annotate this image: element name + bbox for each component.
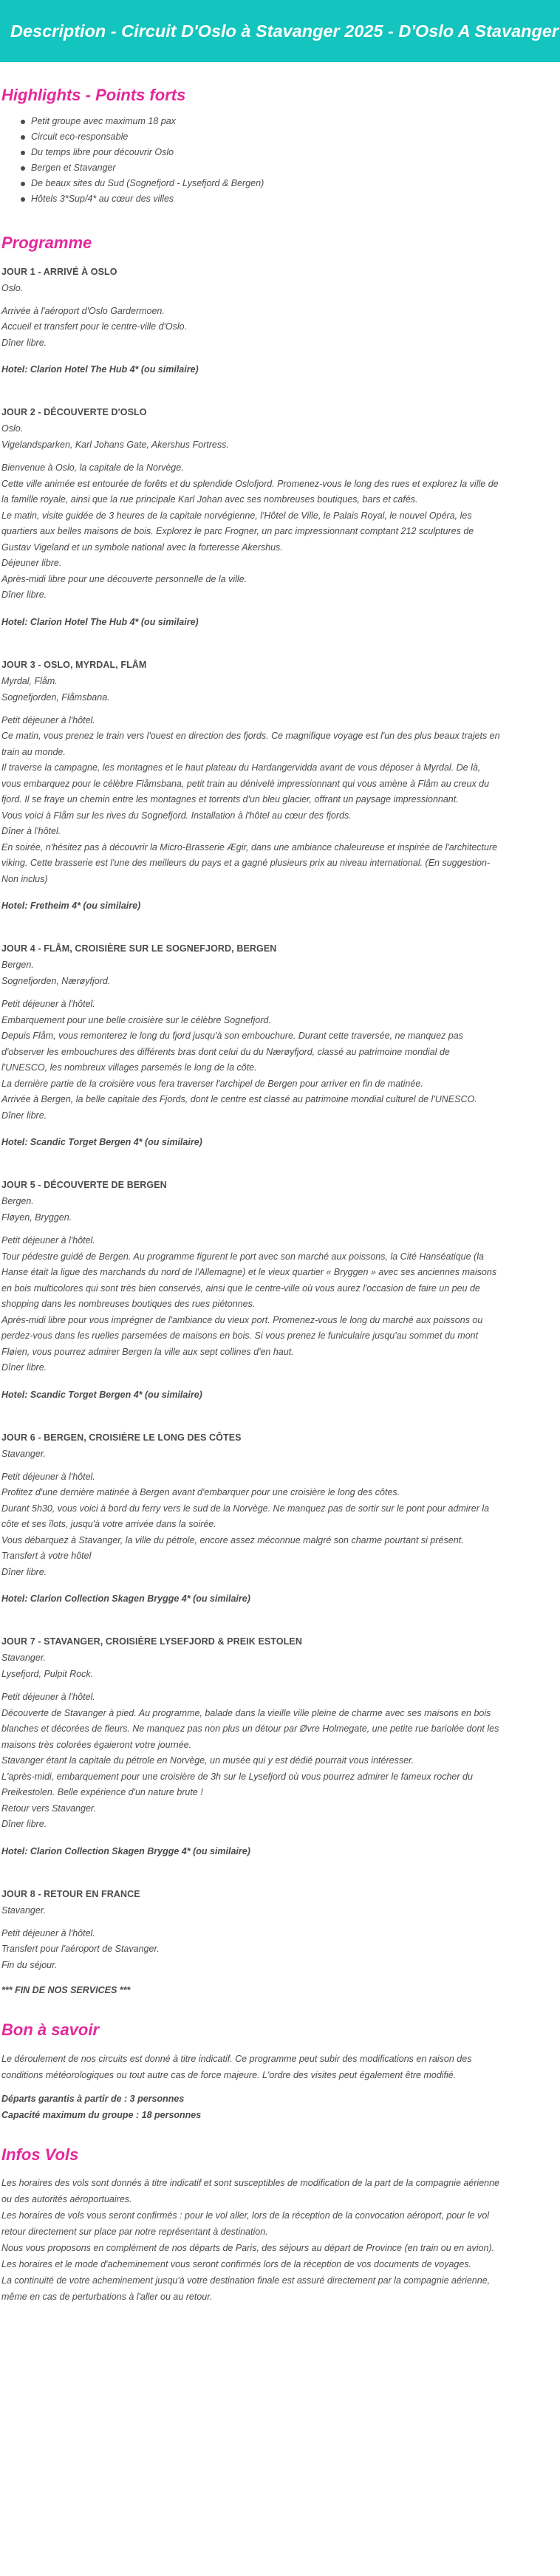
day-places [1, 1193, 554, 1226]
day-places [1, 1902, 554, 1919]
day-hotel: Hotel: Clarion Collection Skagen Brygge 4* (ou similaire) [1, 1845, 250, 1856]
list-item: Du temps libre pour découvrir Oslo [21, 145, 554, 160]
day-hotel: Hotel: Clarion Hotel The Hub 4* (ou similaire) [1, 616, 199, 627]
text-line: même en cas de perturbations à l'aller ou au retour. [1, 2292, 213, 2303]
programme-days [1, 264, 554, 1974]
description-line: Vous voici à Flåm sur les rives du Sognefjord. Installation à l'hôtel au cœur des fjords. [1, 810, 352, 821]
place-line: Fløyen, Bryggen. [1, 1212, 72, 1223]
day-spacer [1, 1607, 554, 1633]
description-line: Fin du séjour. [1, 1959, 58, 1970]
day-spacer [1, 1403, 554, 1429]
programme-heading: Programme [1, 233, 92, 253]
day-title: JOUR 3 - OSLO, MYRDAL, FLÅM [1, 659, 147, 670]
capacite-maximum: Capacité maximum du groupe : 18 personnes [1, 2109, 202, 2120]
infos-vols-text [1, 2175, 554, 2305]
description-line: en bois multicolores qui sont très bien conservés, ainsi que le centre-ville où vous aurez l'occasion de faire un peu de [1, 1282, 480, 1294]
place-line: Myrdal, Flåm. [1, 675, 58, 686]
day-description [1, 1690, 554, 1833]
day-block [1, 404, 554, 630]
description-line: Fløien, vous pourrez admirer Bergen la ville aux sept collines d'en haut. [1, 1346, 294, 1357]
description-line: Tour pédestre guidé de Bergen. Au programme figurent le port avec son marché aux poissons, la Cité Hanséatique (la [1, 1251, 484, 1262]
text-line: retour directement sur place par notre représentant à destination. [1, 2227, 268, 2238]
description-line: Ce matin, vous prenez le train vers l'ouest en direction des fjords. Ce magnifique voyage est l'un des plus beaux trajets en [1, 731, 500, 742]
day-spacer [1, 1859, 554, 1886]
description-line: viking. Cette brasserie est l'une des meilleurs du pays et a gagné plusieurs prix au niveau international. (En suggestion- [1, 858, 491, 869]
day-title: JOUR 5 - DÉCOUVERTE DE BERGEN [1, 1180, 167, 1191]
day-title: JOUR 8 - RETOUR EN FRANCE [1, 1888, 140, 1899]
day-block [1, 1429, 554, 1608]
text-line: Les horaires de vols vous seront confirmés : pour le vol aller, lors de la réception de la convocation aéroport, pour le vol [1, 2210, 490, 2221]
description-line: Gustav Vigeland et un symbole national avec la forteresse Akershus. [1, 541, 283, 553]
day-places [1, 673, 554, 706]
description-line: Petit déjeuner à l'hôtel. [1, 1471, 95, 1482]
description-line: l'UNESCO, les nombreux villages parsemés le long de la côte. [1, 1062, 257, 1073]
description-line: Petit déjeuner à l'hôtel. [1, 1927, 95, 1938]
content [0, 86, 560, 2305]
day-block [1, 1886, 554, 1974]
day-places [1, 1446, 554, 1462]
description-line: L'après-midi, embarquement pour une croisière de 3h sur le Lysefjord où vous pourrez admirer le fameux rocher du [1, 1771, 473, 1782]
day-places [1, 280, 554, 296]
place-line: Oslo. [1, 423, 24, 434]
description-line: Déjeuner libre. [1, 558, 62, 569]
description-line: Stavanger étant la capitale du pétrole en Norvège, un musée qui y est dédié pourrait vous intéresser. [1, 1755, 414, 1766]
day-hotel: Hotel: Fretheim 4* (ou similaire) [1, 901, 141, 912]
day-description [1, 1469, 554, 1581]
day-title: JOUR 2 - DÉCOUVERTE D'OSLO [1, 407, 147, 418]
description-line: shopping dans les nombreuses boutiques des rues piétonnes. [1, 1299, 256, 1310]
text-line: Les horaires des vols sont donnés à titre indicatif et sont susceptibles de modification de la part de la compagnie aérienne [1, 2178, 500, 2189]
infos-vols-heading: Infos Vols [1, 2145, 79, 2164]
description-line: Petit déjeuner à l'hôtel. [1, 999, 95, 1010]
description-line: Après-midi libre pour vous imprégner de l'ambiance du vieux port. Promenez-vous le long du marché aux poissons ou [1, 1314, 483, 1325]
description-line: côte et ses îlots, jusqu'à votre arrivée dans la soirée. [1, 1519, 216, 1530]
description-line: Transfert pour l'aéroport de Stavanger. [1, 1944, 160, 1955]
place-line: Stavanger. [1, 1653, 46, 1664]
description-line: vous embarquez pour le célèbre Flåmsbana, petit train au dénivelé impressionnant qui vous amène à Flåm au creux du [1, 778, 490, 789]
description-line: quartiers aux belles maisons de bois. Explorez le parc Frogner, un parc impressionnant comptant 212 sculptures de [1, 526, 474, 537]
day-places [1, 420, 554, 453]
description-line: Dîner libre. [1, 1110, 47, 1121]
place-line: Bergen. [1, 1196, 34, 1207]
list-item: Circuit eco-responsable [21, 129, 554, 145]
description-line: la famille royale, ainsi que la rue principale Karl Johan avec ses nombreuses boutiques, bars et cafés. [1, 494, 418, 505]
day-hotel: Hotel: Clarion Hotel The Hub 4* (ou similaire) [1, 364, 199, 375]
description-line: fjord. Il se fraye un chemin entre les montagnes et torrents d'un bleu glacier, offrant un paysage impressionnant. [1, 794, 459, 805]
day-spacer [1, 630, 554, 657]
description-line: Dîner libre. [1, 337, 47, 348]
list-item: Petit groupe avec maximum 18 pax [21, 114, 554, 129]
description-line: Depuis Flåm, vous remonterez le long du fjord jusqu'à son embouchure. Durant cette traversée, ne manquez pas [1, 1031, 463, 1042]
description-line: En soirée, n'hésitez pas à découvrir la Micro-Brasserie Ægir, dans une ambiance chaleureuse et inspirée de l'architecture [1, 841, 498, 853]
day-block [1, 1177, 554, 1403]
description-line: Cette ville animée est entourée de forêts et du splendide Oslofjord. Promenez-vous le long des rues et explorez la ville de [1, 478, 499, 489]
text-line: Nous vous proposons en complément de nos départs de Paris, des séjours au départ de Province (en train ou en avion). [1, 2243, 495, 2254]
highlights-heading: Highlights - Points forts [1, 86, 186, 104]
description-line: Petit déjeuner à l'hôtel. [1, 1692, 95, 1703]
description-line: Le matin, visite guidée de 3 heures de la capitale norvégienne, l'Hôtel de Ville, le Palais Royal, le nouvel Opéra, les [1, 510, 472, 521]
page-title: Description - Circuit D'Oslo à Stavanger 2025 - D'Oslo A Stavanger [10, 21, 559, 41]
day-block [1, 657, 554, 915]
day-title: JOUR 7 - STAVANGER, CROISIÈRE LYSEFJORD & PREIK ESTOLEN [1, 1636, 302, 1647]
description-line: Dîner libre. [1, 1566, 47, 1577]
day-title: JOUR 6 - BERGEN, CROISIÈRE LE LONG DES CÔTES [1, 1432, 242, 1443]
end-of-services: *** FIN DE NOS SERVICES *** [1, 1985, 131, 1996]
place-line: Stavanger. [1, 1448, 46, 1459]
day-hotel: Hotel: Scandic Torget Bergen 4* (ou similaire) [1, 1389, 202, 1400]
place-line: Vigelandsparken, Karl Johans Gate, Akershus Fortress. [1, 440, 229, 451]
description-line: Arrivée à l'aéroport d'Oslo Gardermoen. [1, 305, 165, 316]
description-line: Embarquement pour une belle croisière sur le célèbre Sognefjord. [1, 1014, 271, 1025]
place-line: Oslo. [1, 282, 24, 293]
bon-a-savoir-text [1, 2051, 554, 2083]
day-description [1, 460, 554, 604]
day-description [1, 713, 554, 888]
description-line: Dîner libre. [1, 590, 47, 601]
bon-a-savoir-heading: Bon à savoir [1, 2020, 100, 2040]
day-description [1, 997, 554, 1124]
description-line: Dîner à l'hôtel. [1, 826, 61, 837]
description-line: Découverte de Stavanger à pied. Au programme, balade dans la vieille ville pleine de charme avec ses maisons en bois [1, 1707, 491, 1718]
day-places [1, 957, 554, 989]
description-line: Après-midi libre pour une découverte personnelle de la ville. [1, 573, 247, 584]
description-line: Non inclus) [1, 873, 48, 884]
description-line: Petit déjeuner à l'hôtel. [1, 1235, 95, 1246]
highlights-list [1, 114, 554, 207]
description-line: Preikestolen. Belle expérience d'un nature brute ! [1, 1787, 203, 1798]
description-line: maisons très colorées égaieront votre journée. [1, 1739, 192, 1750]
description-line: Profitez d'une dernière matinée à Bergen avant d'embarquer pour une croisière le long des côtes. [1, 1487, 400, 1498]
description-line: Il traverse la campagne, les montagnes et le haut plateau du Hardangervidda avant de vous déposer à Myrdal. De là, [1, 762, 481, 773]
departs-garantis: Départs garantis à partir de : 3 personnes [1, 2093, 185, 2104]
description-line: Dîner libre. [1, 1362, 47, 1373]
place-line: Sognefjorden, Nærøyfjord. [1, 976, 111, 987]
description-line: train au monde. [1, 746, 66, 757]
description-line: Retour vers Stavanger. [1, 1803, 97, 1814]
description-line: Hanse était la ligue des marchands du nord de l'Allemagne) et le vieux quartier « Bryggen » avec ses anciennes maisons [1, 1267, 497, 1278]
description-line: Accueil et transfert pour le centre-ville d'Oslo. [1, 321, 188, 332]
description-line: Petit déjeuner à l'hôtel. [1, 714, 95, 725]
day-description [1, 1233, 554, 1376]
title-banner [0, 0, 560, 62]
day-hotel: Hotel: Clarion Collection Skagen Brygge 4* (ou similaire) [1, 1593, 250, 1605]
description-line: blanches et décorées de fleurs. Ne manquez pas non plus un détour par Øvre Holmegate, une petite rue bariolée dont les [1, 1723, 499, 1735]
description-line: d'observer les embouchures des différents bras dont celui du du Nærøyfjord, classé au patrimoine mondial de [1, 1046, 450, 1057]
description-line: Arrivée à Bergen, la belle capitale des Fjords, dont le centre est classé au patrimoine mondial culturel de l'UNESCO. [1, 1094, 477, 1105]
description-line: Dîner libre. [1, 1819, 47, 1830]
list-item: Hôtels 3*Sup/4* au cœur des villes [21, 191, 554, 207]
list-item: Bergen et Stavanger [21, 160, 554, 176]
description-line: Vous débarquez à Stavanger, la ville du pétrole, encore assez méconnue malgré son charme pourtant si présent. [1, 1534, 464, 1545]
day-title: JOUR 1 - ARRIVÉ À OSLO [1, 266, 117, 277]
day-places [1, 1650, 554, 1682]
text-line: conditions météorologiques ou tout autre cas de force majeure. L'ordre des visites peut également être modifié. [1, 2069, 457, 2080]
day-title: JOUR 4 - FLÅM, CROISIÈRE SUR LE SOGNEFJORD, BERGEN [1, 943, 277, 954]
day-description [1, 1926, 554, 1974]
day-spacer [1, 1150, 554, 1177]
day-block [1, 940, 554, 1150]
day-spacer [1, 377, 554, 404]
description-line: La dernière partie de la croisière vous fera traverser l'archipel de Bergen pour arriver en fin de matinée. [1, 1078, 423, 1089]
description-line: Transfert à votre hôtel [1, 1551, 92, 1562]
place-line: Bergen. [1, 960, 34, 971]
text-line: La continuité de votre acheminement jusqu'à votre destination finale est assuré directement par la compagnie aérienne, [1, 2275, 491, 2286]
day-block [1, 264, 554, 378]
place-line: Stavanger. [1, 1904, 46, 1916]
text-line: Le déroulement de nos circuits est donné à titre indicatif. Ce programme peut subir des modifications en raison des [1, 2053, 472, 2064]
description-line: Bienvenue à Oslo, la capitale de la Norvège. [1, 462, 184, 474]
text-line: ou des autorités aéroportuaires. [1, 2194, 132, 2205]
text-line: Les horaires et le mode d'acheminement vous seront confirmés lors de la réception de vos documents de voyages. [1, 2259, 472, 2270]
description-line: Durant 5h30, vous voici à bord du ferry vers le sud de la Norvège. Ne manquez pas de sortir sur le pont pour admirer la [1, 1503, 490, 1514]
day-description [1, 304, 554, 352]
day-spacer [1, 914, 554, 940]
place-line: Lysefjord, Pulpit Rock. [1, 1669, 94, 1680]
day-block [1, 1633, 554, 1859]
description-line: perdez-vous dans les ruelles parsemées de maisons en bois. Si vous prenez le funiculaire jusqu'au sommet du mont [1, 1330, 479, 1342]
list-item: De beaux sites du Sud (Sognefjord - Lysefjord & Bergen) [21, 176, 554, 191]
day-hotel: Hotel: Scandic Torget Bergen 4* (ou similaire) [1, 1137, 202, 1148]
place-line: Sognefjorden, Flåmsbana. [1, 691, 110, 703]
